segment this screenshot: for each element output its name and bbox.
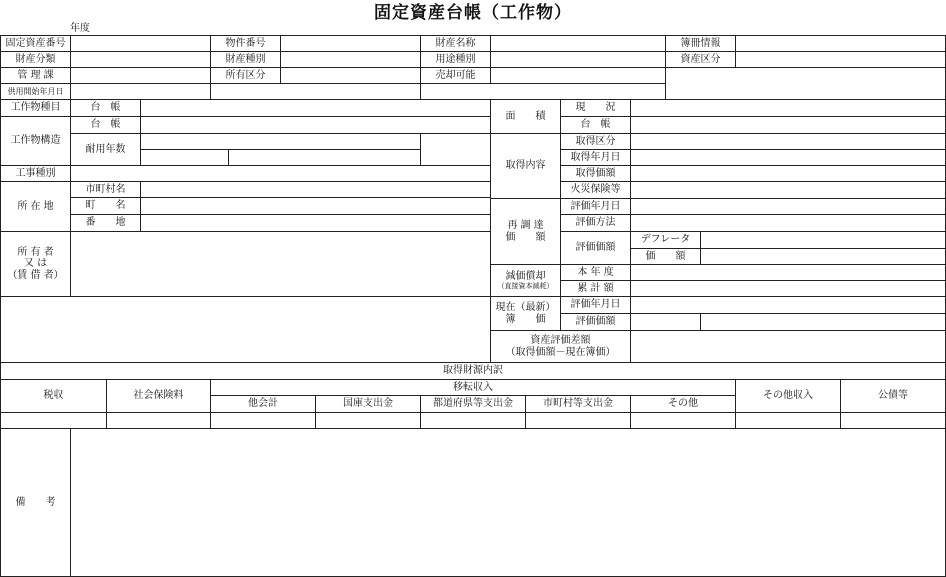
- fiscal-year-label: 年度: [70, 23, 90, 34]
- cumulative-label: 累 計 額: [560, 280, 631, 297]
- fire-insurance-label: 火災保険等: [560, 181, 631, 199]
- daicho-label-2: 台 帳: [70, 116, 141, 134]
- social-insurance-label: 社会保険料: [106, 379, 211, 413]
- funding-title: 取得財源内訳: [0, 362, 946, 380]
- asset-type-label: 財産種別: [210, 51, 281, 68]
- social-insurance-field[interactable]: [106, 412, 211, 429]
- town-label: 町 名: [70, 197, 141, 215]
- tax-field[interactable]: [0, 412, 107, 429]
- eval-price-label-1: 評価価額: [560, 231, 631, 265]
- use-type-label: 用途種別: [420, 51, 491, 68]
- asset-kubun-label: 資産区分: [665, 51, 736, 68]
- owner-label-line-3: （賃 借 者）: [7, 269, 64, 281]
- useful-life-field-2[interactable]: [140, 149, 229, 166]
- municipal-subsidy-label: 市町村等支出金: [525, 395, 631, 413]
- other-account-field[interactable]: [210, 412, 316, 429]
- kind-daicho-field[interactable]: [140, 99, 491, 117]
- start-date-field[interactable]: [70, 83, 211, 100]
- asset-class-field[interactable]: [70, 51, 211, 68]
- owner-kubun-label: 所有区分: [210, 67, 281, 84]
- useful-life-field-side[interactable]: [420, 133, 491, 166]
- valuation-diff-label: [490, 330, 631, 363]
- genkyo-label: 現 況: [560, 99, 631, 117]
- municipal-subsidy-field[interactable]: [525, 412, 631, 429]
- asset-no-label: 固定資産番号: [0, 35, 71, 52]
- manager-label: 管 理 課: [0, 67, 71, 84]
- kagaku-field[interactable]: [700, 248, 946, 265]
- genkyo-field[interactable]: [630, 99, 946, 117]
- acq-content-label: 取得内容: [490, 133, 561, 199]
- asset-type-field[interactable]: [280, 51, 421, 68]
- this-year-label: 本 年 度: [560, 264, 631, 281]
- eval-price-label-2: 評価価額: [560, 313, 631, 331]
- bonds-label: 公債等: [840, 379, 946, 413]
- start-date-field-3[interactable]: [420, 83, 666, 100]
- banchi-field[interactable]: [140, 214, 491, 232]
- owner-label-line-2: 又 は: [23, 258, 48, 270]
- kind-label: 工作物種目: [0, 99, 71, 117]
- structure-label: 工作物構造: [0, 116, 71, 166]
- manager-field[interactable]: [70, 67, 211, 84]
- acq-price-label: 取得価額: [560, 165, 631, 182]
- current-value-label: [490, 296, 561, 331]
- other-transfer-field[interactable]: [630, 412, 736, 429]
- current-value-label-line-2: 簿 価: [505, 313, 546, 325]
- eval-method-field[interactable]: [630, 214, 946, 232]
- bonds-field[interactable]: [840, 412, 946, 429]
- asset-name-field[interactable]: [490, 35, 666, 52]
- remarks-label: 備 考: [0, 428, 71, 577]
- left-blank-area[interactable]: [0, 296, 491, 363]
- sellable-label: 売却可能: [420, 67, 491, 84]
- start-date-label: 供用開始年月日: [0, 83, 71, 100]
- banchi-label: 番 地: [70, 214, 141, 232]
- book-info-label: 簿冊情報: [665, 35, 736, 52]
- eval-date-field-2[interactable]: [630, 296, 946, 314]
- useful-life-field-3[interactable]: [228, 149, 421, 166]
- bukken-no-field[interactable]: [280, 35, 421, 52]
- useful-life-label: 耐用年数: [70, 133, 141, 166]
- acq-kubun-field[interactable]: [630, 133, 946, 150]
- structure-daicho-field[interactable]: [140, 116, 491, 134]
- header-blank: [665, 67, 946, 100]
- kagaku-label: 価 額: [630, 248, 701, 265]
- deflator-field[interactable]: [700, 231, 946, 249]
- daicho-label-1: 台 帳: [70, 99, 141, 117]
- book-info-field[interactable]: [735, 35, 946, 52]
- asset-name-label: 財産名称: [420, 35, 491, 52]
- replacement-label-line-2: 価 額: [505, 231, 546, 243]
- deflator-label: デフレータ: [630, 231, 701, 249]
- owner-field[interactable]: [70, 231, 491, 297]
- replacement-label: [490, 198, 561, 265]
- valuation-diff-field[interactable]: [630, 330, 946, 363]
- owner-label: [0, 231, 71, 297]
- location-label: 所 在 地: [0, 181, 71, 232]
- depreciation-label: [490, 264, 561, 297]
- bukken-no-label: 物件番号: [210, 35, 281, 52]
- city-label: 市町村名: [70, 181, 141, 198]
- eval-date-label-1: 評価年月日: [560, 198, 631, 215]
- page-title: 固定資産台帳（工作物）: [374, 3, 572, 23]
- useful-life-field-1[interactable]: [140, 133, 421, 150]
- other-account-label: 他会計: [210, 395, 316, 413]
- acq-kubun-label: 取得区分: [560, 133, 631, 150]
- sellable-field[interactable]: [490, 67, 666, 84]
- fire-insurance-field[interactable]: [630, 181, 946, 199]
- this-year-field[interactable]: [630, 264, 946, 281]
- depreciation-label-line-1: 減価償却: [505, 270, 546, 282]
- remarks-field[interactable]: [70, 428, 946, 577]
- eval-method-label: 評価方法: [560, 214, 631, 232]
- other-transfer-label: その他: [630, 395, 736, 413]
- construction-label: 工事種別: [0, 165, 71, 182]
- eval-date-label-2: 評価年月日: [560, 296, 631, 314]
- asset-kubun-field[interactable]: [735, 51, 946, 68]
- transfer-income-label: 移転収入: [210, 379, 736, 396]
- tax-label: 税収: [0, 379, 107, 413]
- current-value-label-line-1: 現在（最新）: [495, 302, 556, 313]
- prefectural-subsidy-field[interactable]: [420, 412, 526, 429]
- other-income-field[interactable]: [735, 412, 841, 429]
- national-subsidy-field[interactable]: [315, 412, 421, 429]
- start-date-field-2[interactable]: [210, 83, 421, 100]
- valuation-diff-label-line-2: （取得価額－現在簿価）: [505, 346, 616, 358]
- other-income-label: その他収入: [735, 379, 841, 413]
- owner-label-line-1: 所 有 者: [17, 246, 54, 258]
- eval-date-field-1[interactable]: [630, 198, 946, 215]
- asset-no-field[interactable]: [70, 35, 211, 52]
- prefectural-subsidy-label: 都道府県等支出金: [420, 395, 526, 413]
- area-daicho-label: 台 帳: [560, 116, 631, 134]
- area-label: 面 積: [490, 99, 561, 134]
- replacement-label-line-1: 再 調 達: [507, 220, 544, 231]
- asset-class-label: 財産分類: [0, 51, 71, 68]
- city-field[interactable]: [140, 181, 491, 198]
- cumulative-field[interactable]: [630, 280, 946, 297]
- construction-field[interactable]: [70, 165, 491, 182]
- valuation-diff-label-line-1: 資産評価差額: [530, 335, 591, 346]
- acq-price-field[interactable]: [630, 165, 946, 182]
- eval-price-field-2a[interactable]: [630, 313, 701, 331]
- owner-kubun-field[interactable]: [280, 67, 421, 84]
- depreciation-label-line-2: （直接資本減耗）: [497, 282, 554, 291]
- national-subsidy-label: 国庫支出金: [315, 395, 421, 413]
- use-type-field[interactable]: [490, 51, 666, 68]
- area-daicho-field[interactable]: [630, 116, 946, 134]
- eval-price-field-2b[interactable]: [700, 313, 946, 331]
- town-field[interactable]: [140, 197, 491, 215]
- acq-date-field[interactable]: [630, 149, 946, 166]
- acq-date-label: 取得年月日: [560, 149, 631, 166]
